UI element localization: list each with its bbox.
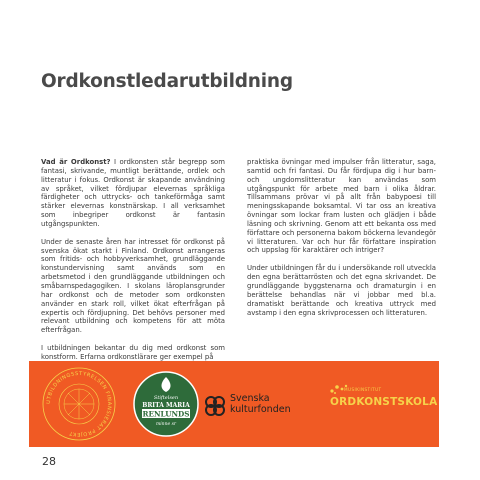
page-number: 28 (42, 455, 56, 468)
right-column (247, 158, 436, 326)
intro-text: I ordkonsten står begrepp som fantasi, skrivande, muntligt berättande, ordlek och litteratur i fokus. Ordkonst är skapande användning av språket, vilket fördjupar elevernas språkliga färdigheter och uttrycks- och tankeförmåga samt stärker elevernas konstnärskap. I all verksamhet som inbegriper ordkonst är fantasin utgångspunkten. (41, 158, 225, 228)
foundation-seal-icon (41, 366, 117, 442)
kulturfonden-wordmark (230, 394, 291, 415)
ordkonstskola-subtitle: MUSIKINSTITUT (344, 387, 382, 392)
brita-line3: RENLUNDS (142, 409, 190, 419)
page-title: Ordkonstledarutbildning (41, 71, 293, 92)
brita-line1: Stiftelsen (153, 395, 179, 401)
seal-text: UTBILDNINGSSTYRELSEN FINANSIERAT PROJEKT (45, 370, 113, 438)
ordkonstskola-wordmark: ORDKONSTSKOLA (330, 396, 438, 408)
brita-line4: minne sr (155, 422, 177, 427)
left-column (41, 158, 225, 371)
kulturfonden-knot-icon (203, 395, 227, 417)
paragraph-interest: Under de senaste åren har intresset för ordkonst på svenska ökat starkt i Finland. Ordkonst arrangeras som fritids- och hobbyverksamhet, grundläggande konstundervisning samt används som en arbetsmetod i den grundläggande utbildningen och småbarnspedagogiken. I skolans läroplansgrunder har ordkonst och de metoder som ordkonsten använder en stark roll, vilket ökat efterfrågan på expertis och fördjupning. Det behövs personer med relevant utbildning och kompetens för att möta efterfrågan. (41, 237, 225, 335)
sponsor-banner (29, 361, 439, 447)
paragraph-intro (41, 158, 225, 229)
paragraph-storytelling: Under utbildningen får du i undersökande roll utveckla den egna berättarrösten och det egna skrivandet. De grundläggande byggstenarna och dramaturgin i en berättelse behandlas när vi jobbar med bl.a. dramatiskt berättande och kreativa uttryck med avstamp i den egna skrivprocessen och litteraturen. (247, 264, 436, 317)
paragraph-exercises: praktiska övningar med impulser från litteratur, saga, samtid och fri fantasi. Du får fördjupa dig i hur barn- och ungdomslitteratur kan användas som utgångspunkt för arbete med barn i olika åldrar. Tillsammans prövar vi på allt från babypoesi till meningsskapande boksamtal. Vi tar oss an kreativa övningar som lockar fram lusten och glädjen i både läsning och skrivning. Genom att ett bekanta oss med författare och personerna bakom böckerna levandegör vi litteraturen. Var och hur får författare inspiration och uppslag för karaktärer och intriger? (247, 158, 436, 255)
brita-line2: BRITA MARIA (142, 402, 190, 409)
paragraph-education: I utbildningen bekantar du dig med ordkonst som konstform. Erfarna ordkonstlärare ger exempel på (41, 344, 225, 361)
kulturfonden-line2: kulturfonden (230, 403, 291, 415)
lead-question: Vad är Ordkonst? (41, 158, 111, 166)
kulturfonden-line1: Svenska (230, 393, 270, 404)
brita-maria-renlunds-logo (133, 371, 199, 437)
